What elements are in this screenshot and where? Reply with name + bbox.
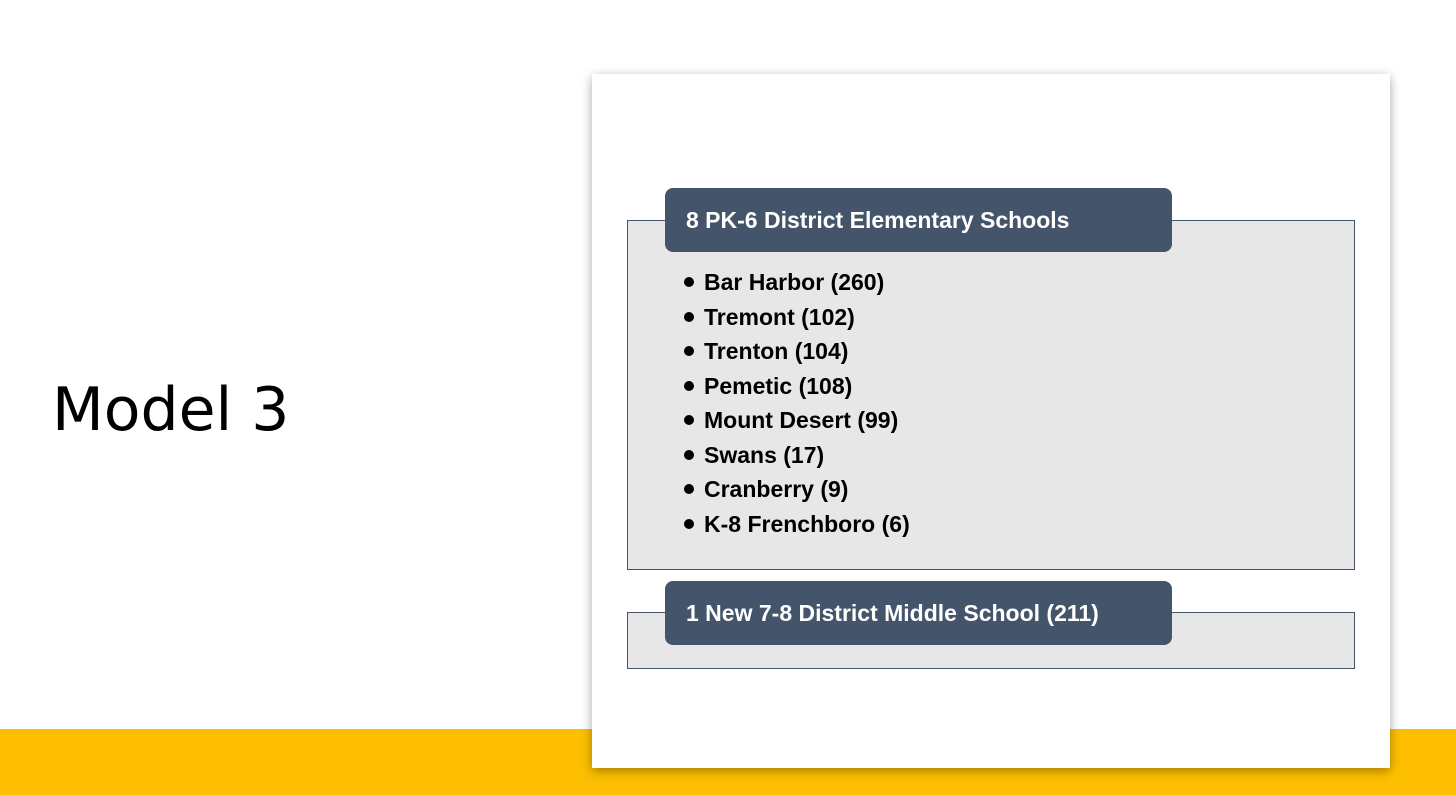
school-label: Pemetic (108): [704, 372, 853, 399]
list-item: [684, 300, 910, 335]
list-item: [684, 369, 910, 404]
diagram-card: [592, 74, 1390, 768]
school-label: Tremont (102): [704, 303, 855, 330]
school-label: K-8 Frenchboro (6): [704, 510, 910, 537]
school-label: Mount Desert (99): [704, 407, 899, 433]
bullet-icon: [684, 450, 694, 460]
list-item: [684, 403, 910, 438]
list-item: [684, 507, 910, 542]
bullet-icon: [684, 484, 694, 494]
slide-title: Model 3: [52, 375, 290, 445]
elementary-schools-list: [684, 265, 910, 541]
school-label: Bar Harbor (260): [704, 269, 885, 295]
bullet-icon: [684, 519, 694, 529]
bullet-icon: [684, 277, 694, 287]
list-item: [684, 472, 910, 507]
list-item: [684, 265, 910, 300]
school-label: Cranberry (9): [704, 476, 849, 502]
list-item: [684, 438, 910, 473]
middle-school-header: 1 New 7-8 District Middle School (211): [665, 581, 1172, 645]
bullet-icon: [684, 415, 694, 425]
school-label: Swans (17): [704, 441, 825, 468]
elementary-schools-header: 8 PK-6 District Elementary Schools: [665, 188, 1172, 252]
list-item: [684, 334, 910, 369]
bullet-icon: [684, 312, 694, 322]
school-label: Trenton (104): [704, 338, 849, 364]
bullet-icon: [684, 346, 694, 356]
bullet-icon: [684, 381, 694, 391]
